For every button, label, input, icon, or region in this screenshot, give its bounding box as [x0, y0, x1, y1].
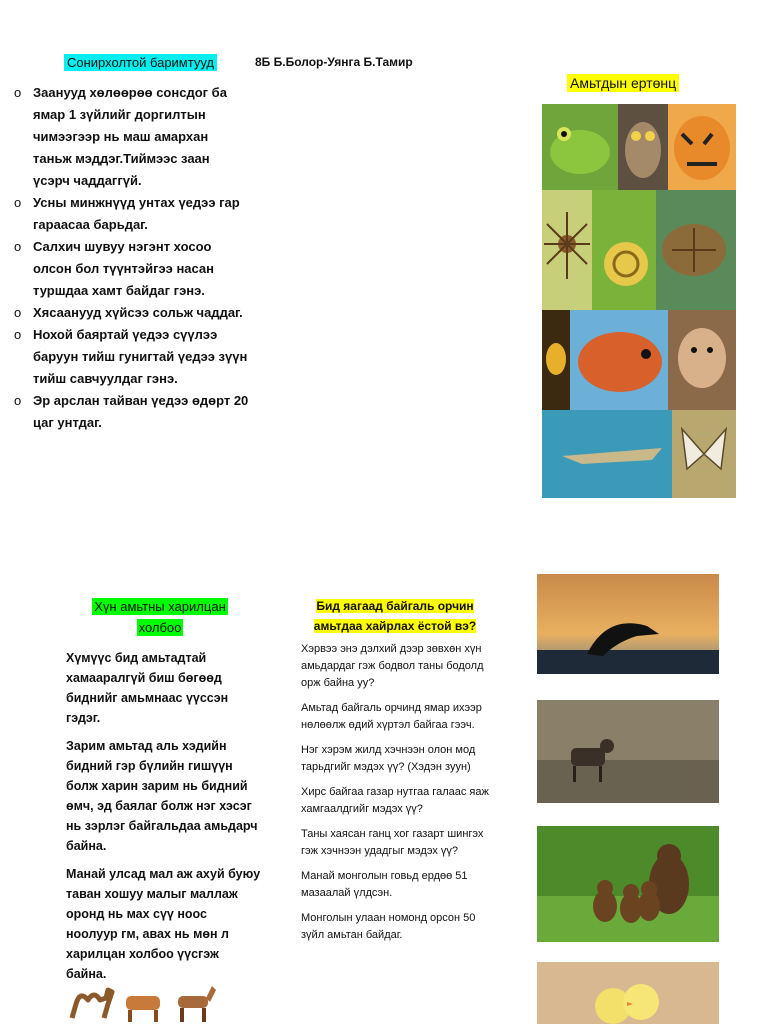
- chicks-photo: [537, 962, 719, 1024]
- why-paragraph: Нэг хэрэм жилд хэчнээн олон мод тарьдгийг мэдэх үү? (Хэдэн зуун): [301, 744, 476, 773]
- goat-photo: [537, 700, 719, 803]
- animal-world-title: Амьтдын ертөнц: [567, 74, 679, 92]
- why-title: [300, 596, 490, 636]
- why-paragraph: Манай монголын говьд ердөө 51 мазаалай үлдсэн.: [301, 870, 468, 899]
- relation-title-line1: Хүн амьтны харилцан: [94, 599, 226, 614]
- fact-item: o Салхич шувуу нэгэнт хосоо олсон бол түүнтэйгээ насан туршдаа хамт байдаг гэнэ.: [14, 236, 250, 302]
- relation-paragraph: Хүмүүс бид амьтадтай хамааралгүй биш бөгөөд биднийг амьмнаас үүссэн гэдэг.: [66, 651, 229, 725]
- fact-item: o Хясаанууд хүйсээ сольж чаддаг.: [14, 302, 250, 324]
- farm-animals-image: [68, 980, 218, 1024]
- relation-paragraph: Зарим амьтад аль хэдийн бидний гэр бүлийн гишүүн болж харин зарим нь бидний өмч, эд баялаг болж нэг хэсэг нь зэрлэг байгальдаа амьдарч байна.: [66, 739, 258, 853]
- animal-collage-image: [542, 104, 736, 498]
- relation-title: [60, 596, 260, 638]
- authors-line: 8Б Б.Болор-Уянга Б.Тамир: [255, 55, 413, 69]
- fact-item: o Заанууд хөлөөрөө сонсдог ба ямар 1 зүйлийг доргилтын чимээгээр нь маш амархан таньж мэддэг.Тиймээс заан үсэрч чаддаггүй.: [14, 82, 250, 192]
- bears-photo: [537, 826, 719, 942]
- fact-item: o Нохой баяртай үедээ сүүлээ баруун тийш гунигтай үедээ зүүн тийш савчуулдаг гэнэ.: [14, 324, 250, 390]
- fact-item: o Эр арслан тайван үедээ өдөрт 20 цаг унтдаг.: [14, 390, 250, 434]
- relation-title-line2: холбоо: [138, 620, 182, 635]
- why-paragraph: Хэрвээ энэ дэлхий дээр зөвхөн хүн амьдардаг гэж бодвол таны бодолд орж байна уу?: [301, 643, 484, 689]
- facts-title: Сонирхолтой баримтууд: [64, 54, 217, 71]
- facts-list: [14, 82, 250, 434]
- relation-paragraph: Манай улсад мал аж ахуй буюу таван хошуу малыг маллаж оронд нь мах сүү ноос ноолуур гм, авах нь мөн л харилцан холбоо үүсгэж байна.: [66, 867, 261, 981]
- relation-text: [66, 648, 261, 992]
- fact-item: o Усны минжнүүд унтах үедээ гар гараасаа барьдаг.: [14, 192, 250, 236]
- whale-photo: [537, 574, 719, 674]
- why-paragraph: Хирс байгаа газар нутгаа галаас яаж хамгаалдгийг мэдэх үү?: [301, 786, 489, 815]
- why-paragraph: Монголын улаан номонд орсон 50 зүйл амьтан байдаг.: [301, 912, 476, 941]
- why-text: [301, 641, 496, 952]
- why-title-line2: амьтдаа хайрлах ёстой вэ?: [313, 619, 477, 633]
- why-paragraph: Таны хаясан ганц хог газарт шингэх гэж хэчнээн удадгыг мэдэх үү?: [301, 828, 484, 857]
- why-paragraph: Амьтад байгаль орчинд ямар ихээр нөлөөлж өдий хүртэл байгаа гээч.: [301, 702, 482, 731]
- why-title-line1: Бид яагаад байгаль орчин: [316, 599, 474, 613]
